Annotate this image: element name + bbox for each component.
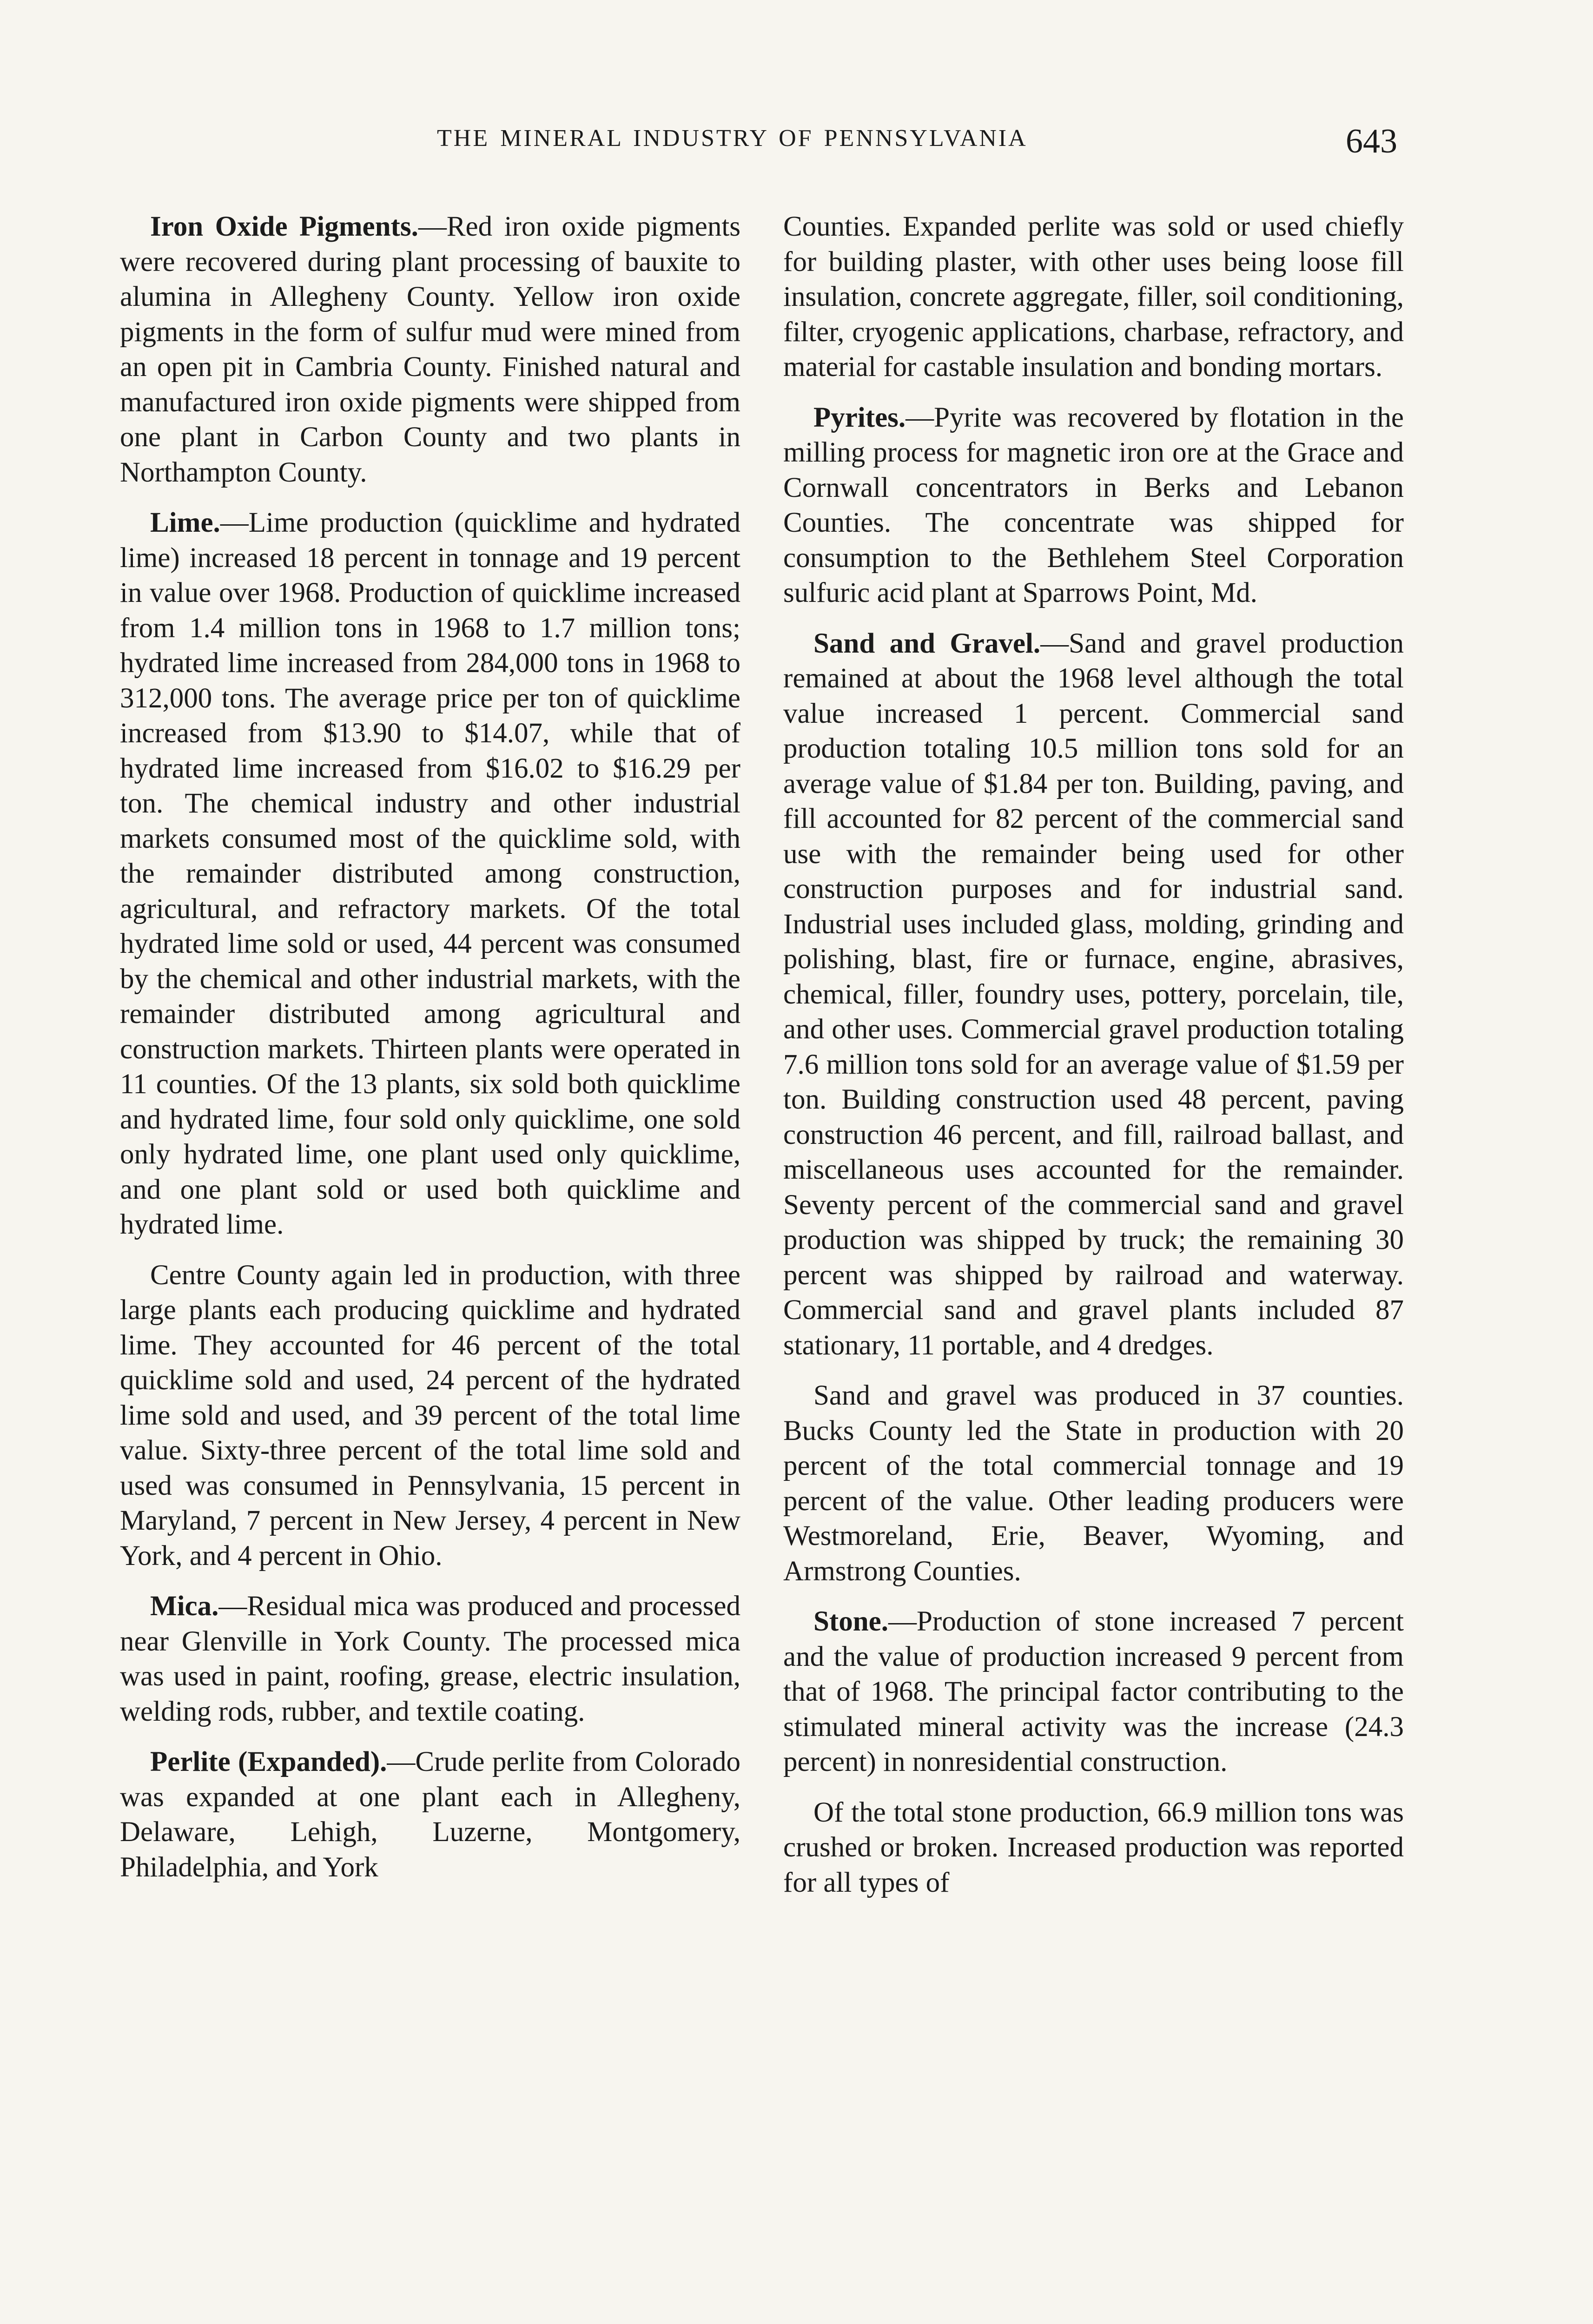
section-heading-sand-and-gravel: Sand and Gravel. [813, 627, 1041, 659]
paragraph-text: Counties. Expanded perlite was sold or used chiefly for building plaster, with other uses being loose fill insulation, concrete aggregate, filler, soil conditioning, filter, cryogenic applications, charbase, refractory, and material for castable insulation and bonding mortars. [783, 211, 1404, 383]
section-heading-iron-oxide-pigments: Iron Oxide Pigments. [150, 211, 418, 242]
paragraph-text: —Residual mica was produced and processed near Glenville in York County. The processed mica was used in paint, roofing, grease, electric insulation, welding rods, rubber, and textile coating. [120, 1591, 740, 1727]
paragraph-iron-oxide-pigments [120, 209, 740, 490]
paragraph-text: Centre County again led in production, with three large plants each producing quicklime and hydrated lime. They accounted for 46 percent of the total quicklime sold and used, 24 percent of the hydrated lime sold and used, and 39 percent of the total lime value. Sixty-three percent of the total lime sold and used was consumed in Pennsylvania, 15 percent in Maryland, 7 percent in New Jersey, 4 percent in New York, and 4 percent in Ohio. [120, 1259, 740, 1571]
paragraph-text: —Sand and gravel production remained at about the 1968 level although the total value increased 1 percent. Commercial sand production totaling 10.5 million tons sold for an average value of $1.84 per ton. Building, paving, and fill accounted for 82 percent of the commercial sand use with the remainder being used for other construction purposes and for industrial sand. Industrial uses included glass, molding, grinding and polishing, blast, fire or furnace, engine, abrasives, chemical, filler, foundry uses, pottery, porcelain, tile, and other uses. Commercial gravel production totaling 7.6 million tons sold for an average value of $1.59 per ton. Building construction used 48 percent, paving construction 46 percent, and fill, railroad ballast, and miscellaneous uses accounted for the remainder. Seventy percent of the commercial sand and gravel production was shipped by truck; the remaining 30 percent was shipped by railroad and waterway. Commercial sand and gravel plants included 87 stationary, 11 portable, and 4 dredges. [783, 627, 1404, 1361]
section-heading-stone: Stone. [813, 1606, 888, 1637]
section-heading-perlite: Perlite (Expanded). [150, 1746, 387, 1777]
paragraph-perlite [120, 1744, 740, 1885]
page-number: 643 [1346, 122, 1397, 160]
section-heading-lime: Lime. [150, 507, 220, 538]
paragraph-mica [120, 1589, 740, 1729]
paragraph-text: —Pyrite was recovered by flotation in the milling process for magnetic iron ore at the Grace and Cornwall concentrators in Berks and Lebanon Counties. The concentrate was shipped for consumption to the Bethlehem Steel Corporation sulfuric acid plant at Sparrows Point, Md. [783, 402, 1404, 608]
section-heading-pyrites: Pyrites. [813, 402, 906, 433]
paragraph-sand-and-gravel [783, 626, 1404, 1363]
section-heading-mica: Mica. [150, 1591, 219, 1622]
paragraph-perlite-continued [783, 209, 1404, 385]
right-column [783, 209, 1404, 1915]
paragraph-pyrites [783, 400, 1404, 611]
paragraph-text: —Production of stone increased 7 percent and the value of production increased 9 percent from that of 1968. The principal factor contributing to the stimulated mineral activity was the increase (24.3 percent) in nonresidential construction. [783, 1606, 1404, 1777]
paragraph-stone [783, 1604, 1404, 1780]
paragraph-sand-and-gravel-counties [783, 1378, 1404, 1589]
paragraph-text: —Crude perlite from Colorado was expanded at one plant each in Allegheny, Delaware, Lehigh, Luzerne, Montgomery, Philadelphia, and York [120, 1746, 740, 1883]
paragraph-text: Of the total stone production, 66.9 million tons was crushed or broken. Increased production was reported for all types of [783, 1796, 1404, 1898]
paragraph-text: —Red iron oxide pigments were recovered during plant processing of bauxite to alumina in Allegheny County. Yellow iron oxide pigments in the form of sulfur mud were mined from an open pit in Cambria County. Finished natural and manufactured iron oxide pigments were shipped from one plant in Carbon County and two plants in Northampton County. [120, 211, 741, 488]
running-header: THE MINERAL INDUSTRY OF PENNSYLVANIA [437, 125, 1028, 152]
paragraph-text: Sand and gravel was produced in 37 counties. Bucks County led the State in production with 20 percent of the total commercial tonnage and 19 percent of the value. Other leading producers were Westmoreland, Erie, Beaver, Wyoming, and Armstrong Counties. [783, 1380, 1404, 1587]
paragraph-lime-centre-county [120, 1258, 740, 1574]
paragraph-text: —Lime production (quicklime and hydrated lime) increased 18 percent in tonnage and 19 percent in value over 1968. Production of quicklime increased from 1.4 million tons in 1968 to 1.7 million tons; hydrated lime increased from 284,000 tons in 1968 to 312,000 tons. The average price per ton of quicklime increased from $13.90 to $14.07, while that of hydrated lime increased from $16.02 to $16.29 per ton. The chemical industry and other industrial markets consumed most of the quicklime sold, with the remainder distributed among construction, agricultural, and refractory markets. Of the total hydrated lime sold or used, 44 percent was consumed by the chemical and other industrial markets, with the remainder distributed among agricultural and construction markets. Thirteen plants were operated in 11 counties. Of the 13 plants, six sold both quicklime and hydrated lime, four sold only quicklime, one sold only hydrated lime, one plant used only quicklime, and one plant sold or used both quicklime and hydrated lime. [120, 507, 740, 1240]
paragraph-stone-production [783, 1795, 1404, 1901]
paragraph-lime [120, 505, 740, 1242]
left-column [120, 209, 740, 1900]
